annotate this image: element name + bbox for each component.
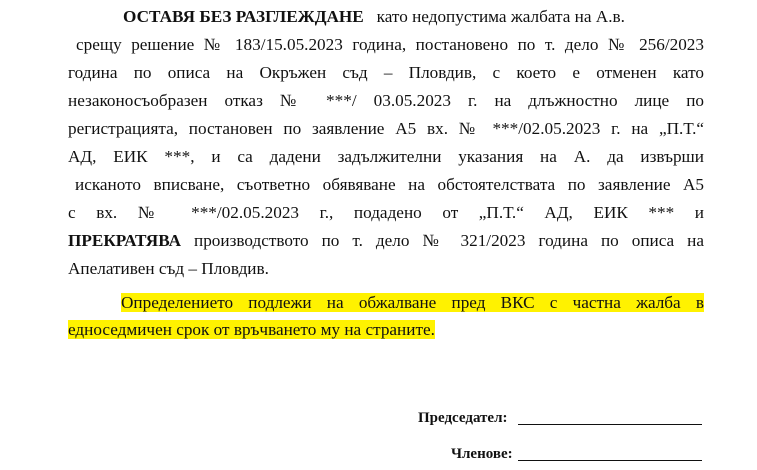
- paragraph-line-8: с вх. № ***/02.05.2023 г., подадено от „П.Т.“ АД, ЕИК *** и: [68, 203, 704, 222]
- paragraph-line-9: ПРЕКРАТЯВА производството по т. дело № 321/2023 година по описа на: [68, 231, 705, 250]
- members-label: Членове:: [451, 446, 513, 462]
- paragraph-line-6: АД, ЕИК ***, и са дадени задължителни указания на А. да извърши: [68, 147, 704, 166]
- decision-keyword: ОСТАВЯ БЕЗ РАЗГЛЕЖДАНЕ: [123, 7, 364, 26]
- paragraph-line-4: незаконосъобразен отказ № ***/ 03.05.2023 г. на длъжностно лице по: [68, 91, 704, 110]
- chairman-signature-line: [518, 424, 702, 425]
- decision-keyword-terminate: ПРЕКРАТЯВА: [68, 231, 182, 250]
- paragraph-line-7: исканото вписване, съответно обявяване на обстоятелствата по заявление А5: [75, 175, 704, 194]
- highlighted-text: Определението подлежи на обжалване пред ВКС с частна жалба в: [121, 293, 704, 312]
- paragraph-line-3: година по описа на Окръжен съд – Пловдив, с което е отменен като: [68, 63, 704, 82]
- appeal-line-1: [121, 292, 704, 314]
- chairman-label: Председател:: [418, 410, 508, 426]
- members-signature-line: [518, 460, 702, 461]
- paragraph-line-10: Апелативен съд – Пловдив.: [68, 259, 269, 278]
- paragraph-line-2: срещу решение № 183/15.05.2023 година, постановено по т. дело № 256/2023: [76, 35, 704, 54]
- appeal-line-2: [68, 319, 704, 341]
- highlighted-text: едноседмичен срок от връчването му на страните.: [68, 320, 435, 339]
- paragraph-line-1: ОСТАВЯ БЕЗ РАЗГЛЕЖДАНЕ като недопустима жалбата на А.в.: [123, 7, 625, 26]
- paragraph-line-5: регистрацията, постановен по заявление А5 вх. № ***/02.05.2023 г. на „П.Т.“: [68, 119, 704, 138]
